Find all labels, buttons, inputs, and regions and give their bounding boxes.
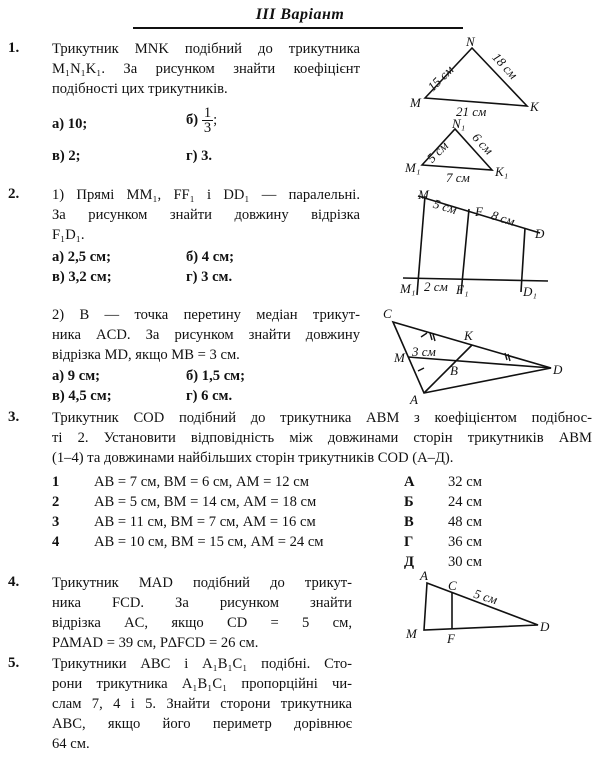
task-2-1-line-3: F₁D₁. (52, 227, 85, 243)
label-a: A (410, 392, 418, 407)
task-3-number: 3. (8, 409, 20, 425)
tick-mark (433, 334, 435, 341)
task-3-answer-letter: Б (404, 494, 414, 510)
task-1-option-d: г) 3. (186, 148, 213, 164)
tick-mark (505, 353, 507, 360)
task-2-1-option-b: б) 4 см; (186, 249, 235, 265)
task-3-line-2: ті 2. Установити відповідність між довжинами сторін трикутників ABM (52, 430, 592, 446)
task-5-line-3: слам 7, 4 і 5. Знайти сторони трикутника (52, 696, 352, 712)
label-mk: 21 см (456, 104, 487, 119)
task-3-row-text: AB = 7 см, BM = 6 см, AM = 12 см (94, 474, 309, 490)
task-3-row-number: 3 (52, 514, 60, 530)
label-cd: 5 см (472, 585, 500, 608)
label-n1k1: 6 см (469, 129, 497, 158)
task-2-1-option-d: г) 3 см. (186, 269, 233, 285)
task-2-2-option-d: г) 6 см. (186, 388, 233, 404)
task-3-answer-letter: Г (404, 534, 414, 550)
label-d: D (553, 362, 563, 377)
label-n1: N₁ (452, 116, 466, 131)
tick-mark (421, 333, 427, 337)
task-3-row-text: AB = 5 см, BM = 14 см, AM = 18 см (94, 494, 317, 510)
label-m: M (406, 626, 417, 641)
task-5-line-5: 64 см. (52, 736, 90, 752)
label-d: D (540, 619, 550, 634)
task-2-2-option-b: б) 1,5 см; (186, 368, 245, 384)
label-m1: M₁ (405, 160, 421, 175)
task-4-line-2: ника FCD. За рисунком знайти (52, 595, 352, 611)
line-dd1 (521, 228, 525, 292)
label-fd: 8 см (489, 207, 517, 229)
fraction-denominator: 3 (203, 120, 212, 136)
task-1-option-b-tail: ; (213, 111, 218, 128)
task-4-number: 4. (8, 574, 20, 590)
task-2-1-option-a: а) 2,5 см; (52, 249, 111, 265)
label-mf: 5 см (431, 195, 459, 218)
tick-mark (508, 354, 510, 361)
label-c: C (383, 306, 392, 321)
label-d: D (535, 226, 545, 241)
task-1-line-2: M₁N₁K₁. За рисунком знайти коефіцієнт (52, 61, 360, 77)
tick-mark (418, 368, 424, 371)
label-m: M (394, 350, 405, 365)
task-5-number: 5. (8, 655, 20, 671)
task-2-1-line-2: За рисунком знайти довжину відрізка (52, 207, 360, 223)
task-4-line-4: P∆MAD = 39 см, P∆FCD = 26 см. (52, 635, 259, 651)
task-5-line-1: Трикутники ABC і A₁B₁C₁ подібні. Сто- (52, 656, 352, 672)
label-k: K (530, 99, 539, 114)
task-3-line-3: (1–4) та довжинами найбільших сторін трикутників COD (А–Д). (52, 450, 454, 466)
label-mb: 3 см (412, 344, 436, 359)
task-2-number: 2. (8, 186, 20, 202)
label-m1k1: 7 см (446, 170, 470, 185)
task-3-answer-value: 36 см (448, 534, 482, 550)
task-2-2-line-2: ника ACD. За рисунком знайти довжину (52, 327, 360, 343)
page-title: III Варіант (255, 6, 345, 23)
task-3-answer-letter: Д (404, 554, 415, 570)
task-5-line-2: рони трикутника A₁B₁C₁ пропорційні чи- (52, 676, 352, 692)
task-2-2-option-a: а) 9 см; (52, 368, 101, 384)
task-2-1-option-c: в) 3,2 см; (52, 269, 112, 285)
task-5-line-4: ABC, якщо його периметр дорівнює (52, 716, 352, 732)
label-f: F (447, 631, 455, 646)
task-3-row-number: 4 (52, 534, 60, 550)
task-3-row-text: AB = 10 см, BM = 15 см, AM = 24 см (94, 534, 324, 550)
label-b: B (450, 363, 458, 378)
label-m1f1: 2 см (424, 279, 448, 294)
task-3-answer-letter: В (404, 514, 414, 530)
task-3-row-number: 1 (52, 474, 60, 490)
label-a: A (420, 568, 428, 583)
task-1-option-c: в) 2; (52, 148, 81, 164)
task-2-1-line-1: 1) Прямі MM₁, FF₁ і DD₁ — паралельні. (52, 187, 360, 203)
task-1-option-b-label: б) (186, 111, 199, 128)
label-mn: 15 см (424, 62, 457, 95)
task-1-line-1: Трикутник MNK подібний до трикутника (52, 41, 360, 57)
task-3-row-text: AB = 11 см, BM = 7 см, AM = 16 см (94, 514, 316, 530)
label-k: K (464, 328, 473, 343)
label-n: N (466, 34, 475, 49)
task-2-2-line-1: 2) B — точка перетину медіан трикут- (52, 307, 360, 323)
task-1-option-a: а) 10; (52, 116, 88, 132)
task-1-line-3: подібності цих трикутників. (52, 81, 228, 97)
label-k1: K₁ (495, 164, 509, 179)
label-f1: F₁ (456, 282, 469, 297)
task-2-2-option-c: в) 4,5 см; (52, 388, 112, 404)
task-1-number: 1. (8, 40, 20, 56)
fraction-numerator: 1 (203, 105, 212, 121)
task-3-answer-value: 32 см (448, 474, 482, 490)
task-4-line-3: відрізка AC, якщо CD = 5 см, (52, 615, 352, 631)
label-d1: D₁ (523, 284, 537, 299)
label-f: F (475, 204, 483, 219)
label-m1: M₁ (400, 281, 416, 296)
task-3-line-1: Трикутник COD подібний до трикутника ABM з коефіцієнтом подібнос- (52, 410, 592, 426)
label-nk: 18 см (489, 49, 521, 83)
task-2-2-line-3: відрізка MD, якщо MB = 3 см. (52, 347, 240, 363)
task-3-answer-value: 30 см (448, 554, 482, 570)
task-3-row-number: 2 (52, 494, 60, 510)
label-c: C (448, 578, 457, 593)
label-m1n1: 5 см (423, 137, 452, 166)
label-m: M (410, 95, 421, 110)
task-4-line-1: Трикутник MAD подібний до трикут- (52, 575, 352, 591)
task-3-answer-value: 48 см (448, 514, 482, 530)
task-3-answer-value: 24 см (448, 494, 482, 510)
label-m: M (418, 187, 429, 202)
task-3-answer-letter: А (404, 474, 415, 490)
